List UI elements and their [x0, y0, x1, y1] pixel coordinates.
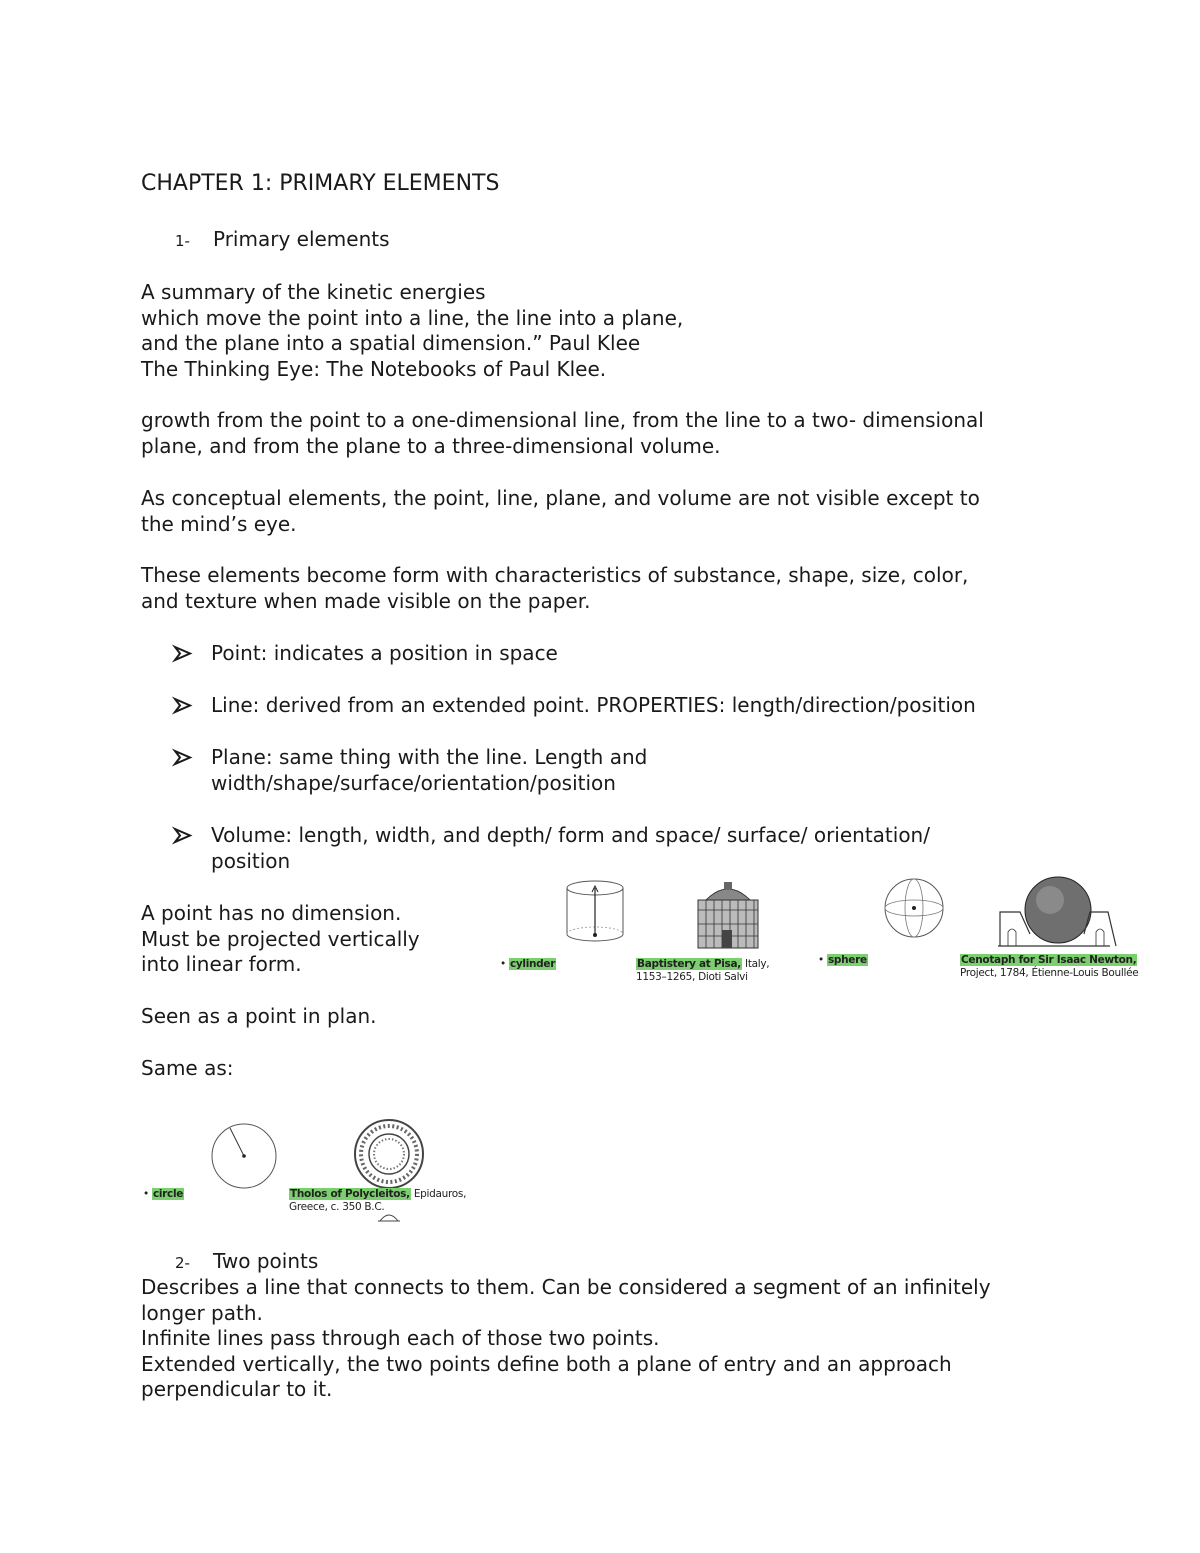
- paragraph-line: the mind’s eye.: [141, 511, 297, 536]
- paragraph-line: Describes a line that connects to them. Can be considered a segment of an infinitely: [141, 1275, 991, 1299]
- paragraph-line: longer path.: [141, 1300, 263, 1325]
- paragraph-line: Must be projected vertically: [141, 926, 420, 951]
- paragraph-line: plane, and from the plane to a three-dimensional volume.: [141, 433, 721, 458]
- bullet-text: Plane: same thing with the line. Length and: [211, 745, 648, 769]
- cenotaph-drawing: [998, 876, 1110, 948]
- section-heading-1: [175, 227, 390, 255]
- paragraph-line: A point has no dimension.: [141, 901, 402, 925]
- quote-line: which move the point into a line, the line into a plane,: [141, 305, 684, 330]
- paragraph-line: As conceptual elements, the point, line, plane, and volume are not visible except to: [141, 486, 980, 510]
- caption-cenotaph: [960, 954, 1138, 980]
- quote-line: and the plane into a spatial dimension.” Paul Klee: [141, 331, 641, 355]
- arrow-bullet-icon: [172, 641, 194, 666]
- bullet-text: Point: indicates a position in space: [211, 641, 558, 665]
- sphere-drawing: [880, 876, 948, 942]
- page-title: CHAPTER 1: PRIMARY ELEMENTS: [141, 171, 500, 196]
- point-description: [141, 901, 420, 978]
- baptistery-drawing: [692, 880, 764, 952]
- arrow-bullet-icon: [172, 823, 194, 848]
- caption-sphere: • sphere: [818, 954, 867, 966]
- section-number: 2-: [175, 1254, 190, 1272]
- bullet-text: Line: derived from an extended point. PROPERTIES: length/direction/position: [211, 693, 976, 717]
- arrow-bullet-icon: [172, 693, 194, 718]
- paragraph-form: [141, 563, 968, 614]
- arrow-bullet-icon: [172, 745, 194, 770]
- section-number: 1-: [175, 232, 190, 250]
- paragraph-line: These elements become form with characteristics of substance, shape, size, color,: [141, 563, 969, 587]
- caption-baptistery: [636, 958, 769, 984]
- two-points-paragraph: [141, 1275, 991, 1403]
- paragraph-line: perpendicular to it.: [141, 1377, 333, 1401]
- paragraph-line: Extended vertically, the two points define both a plane of entry and an approach: [141, 1351, 952, 1376]
- paragraph-line: Infinite lines pass through each of those two points.: [141, 1326, 660, 1350]
- caption-highlight: Cenotaph for Sir Isaac Newton,: [961, 954, 1137, 966]
- caption-highlight: Tholos of Polycleitos,: [290, 1188, 410, 1200]
- section-heading-text: Two points: [213, 1249, 319, 1273]
- paragraph-line: and texture when made visible on the paper.: [141, 588, 591, 613]
- caption-highlight: Baptistery at Pisa,: [637, 958, 741, 970]
- caption-line2: 1153–1265, Dioti Salvi: [636, 971, 748, 983]
- circle-drawing: [208, 1120, 280, 1192]
- cylinder-drawing: [560, 878, 630, 946]
- caption-highlight: sphere: [827, 954, 867, 966]
- section-heading-2: [175, 1249, 318, 1277]
- caption-rest: Epidauros,: [410, 1188, 467, 1200]
- bullet-text: position: [211, 848, 291, 873]
- paragraph-conceptual: [141, 486, 980, 537]
- paragraph-line: growth from the point to a one-dimensional line, from the line to a two- dimensional: [141, 408, 984, 432]
- caption-line2: Greece, c. 350 B.C.: [289, 1201, 385, 1213]
- caption-line2: Project, 1784, Étienne-Louis Boullée: [960, 967, 1139, 979]
- paragraph-growth: [141, 408, 984, 459]
- bullet-text: width/shape/surface/orientation/position: [211, 770, 616, 795]
- seen-text: Seen as a point in plan.: [141, 1004, 377, 1028]
- quote-block: [141, 280, 683, 382]
- caption-circle: • circle: [143, 1188, 184, 1200]
- caption-cylinder: • cylinder: [500, 958, 556, 970]
- quote-line: The Thinking Eye: The Notebooks of Paul Klee.: [141, 356, 607, 381]
- caption-rest: Italy,: [741, 958, 770, 970]
- same-as-text: Same as:: [141, 1056, 234, 1080]
- caption-tholos: [289, 1188, 466, 1214]
- quote-line: A summary of the kinetic energies: [141, 280, 486, 304]
- paragraph-line: into linear form.: [141, 952, 302, 976]
- section-heading-text: Primary elements: [213, 227, 390, 251]
- caption-highlight: circle: [152, 1188, 184, 1200]
- bullet-text: Volume: length, width, and depth/ form and space/ surface/ orientation/: [211, 823, 930, 847]
- caption-highlight: cylinder: [509, 958, 556, 970]
